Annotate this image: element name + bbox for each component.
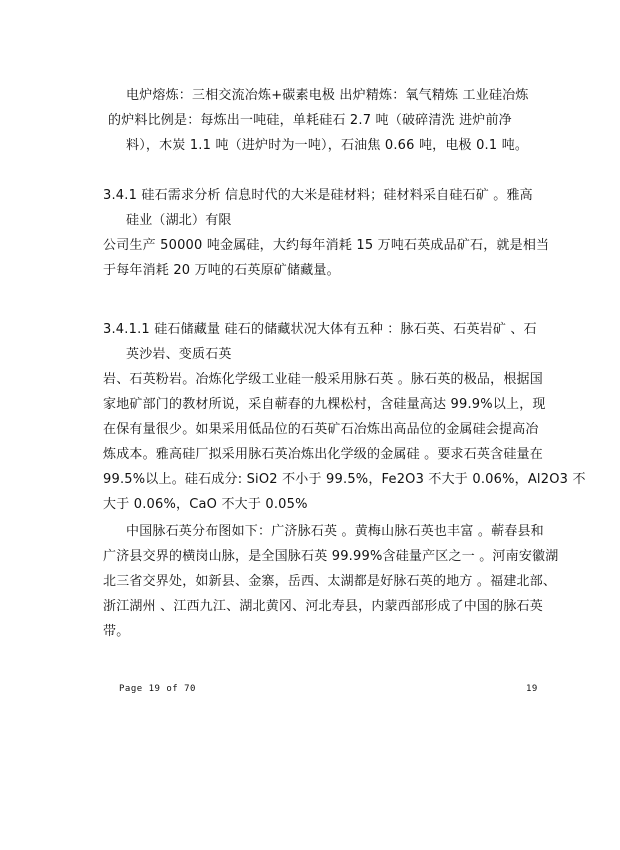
- distribution-line: 广济县交界的横岗山脉，是全国脉石英 99.99%含硅量产区之一 。河南安徽湖: [103, 549, 559, 564]
- section-3411-body-line: 99.5%以上。硅石成分: SiO2 不小于 99.5%，Fe2O3 不大于 0.06%，Al2O3 不: [103, 472, 586, 487]
- distribution-line: 中国脉石英分布图如下：广济脉石英 。黄梅山脉石英也丰富 。蕲春县和: [126, 524, 544, 539]
- section-3411-body-line: 在保有量很少。如果采用低品位的石英矿石冶炼出高品位的金属硅会提高冶: [103, 422, 539, 437]
- footer-page-number: 19: [526, 684, 538, 694]
- para1-line3: 料），木炭 1.1 吨（进炉时为一吨），石油焦 0.66 吨，电极 0.1 吨。: [126, 138, 529, 153]
- section-3411-body-line: 大于 0.06%，CaO 不大于 0.05%: [103, 497, 308, 512]
- para1-line2: 的炉料比例是：每炼出一吨硅，单耗硅石 2.7 吨（破碎清洗 进炉前净: [108, 113, 512, 128]
- section-3411-heading-cont: 英沙岩、变质石英: [126, 347, 232, 362]
- section-3411-body-line: 岩、石英粉岩。冶炼化学级工业硅一般采用脉石英 。脉石英的极品，根据国: [103, 372, 543, 387]
- para1-line1: 电炉熔炼：三相交流冶炼+碳素电极 出炉精炼：氧气精炼 工业硅冶炼: [126, 88, 529, 103]
- section-341-body-line1: 公司生产 50000 吨金属硅，大约每年消耗 15 万吨石英成品矿石，就是相当: [103, 238, 550, 253]
- section-341-body-line2: 于每年消耗 20 万吨的石英原矿储藏量。: [103, 263, 340, 278]
- section-3411-body-line: 家地矿部门的教材所说，采自蕲春的九棵松村，含硅量高达 99.9%以上，现: [103, 397, 546, 412]
- distribution-line: 浙江湖州 、江西九江、湖北黄冈、河北寿县，内蒙西部形成了中国的脉石英: [103, 599, 543, 614]
- distribution-line: 带。: [103, 624, 130, 639]
- footer-page-label: Page 19 of 70: [119, 684, 196, 694]
- distribution-line: 北三省交界处，如新县、金寨，岳西、太湖都是好脉石英的地方 。福建北部、: [103, 574, 557, 589]
- section-341-heading-cont: 硅业（湖北）有限: [126, 213, 232, 228]
- section-3411-body-line: 炼成本。雅高硅厂拟采用脉石英冶炼出化学级的金属硅 。要求石英含硅量在: [103, 447, 543, 462]
- section-3411-heading: 3.4.1.1 硅石储藏量 硅石的储藏状况大体有五种 ：脉石英、石英岩矿 、石: [103, 322, 537, 337]
- section-341-heading: 3.4.1 硅石需求分析 信息时代的大米是硅材料；硅材料采自硅石矿 。雅高: [103, 188, 533, 203]
